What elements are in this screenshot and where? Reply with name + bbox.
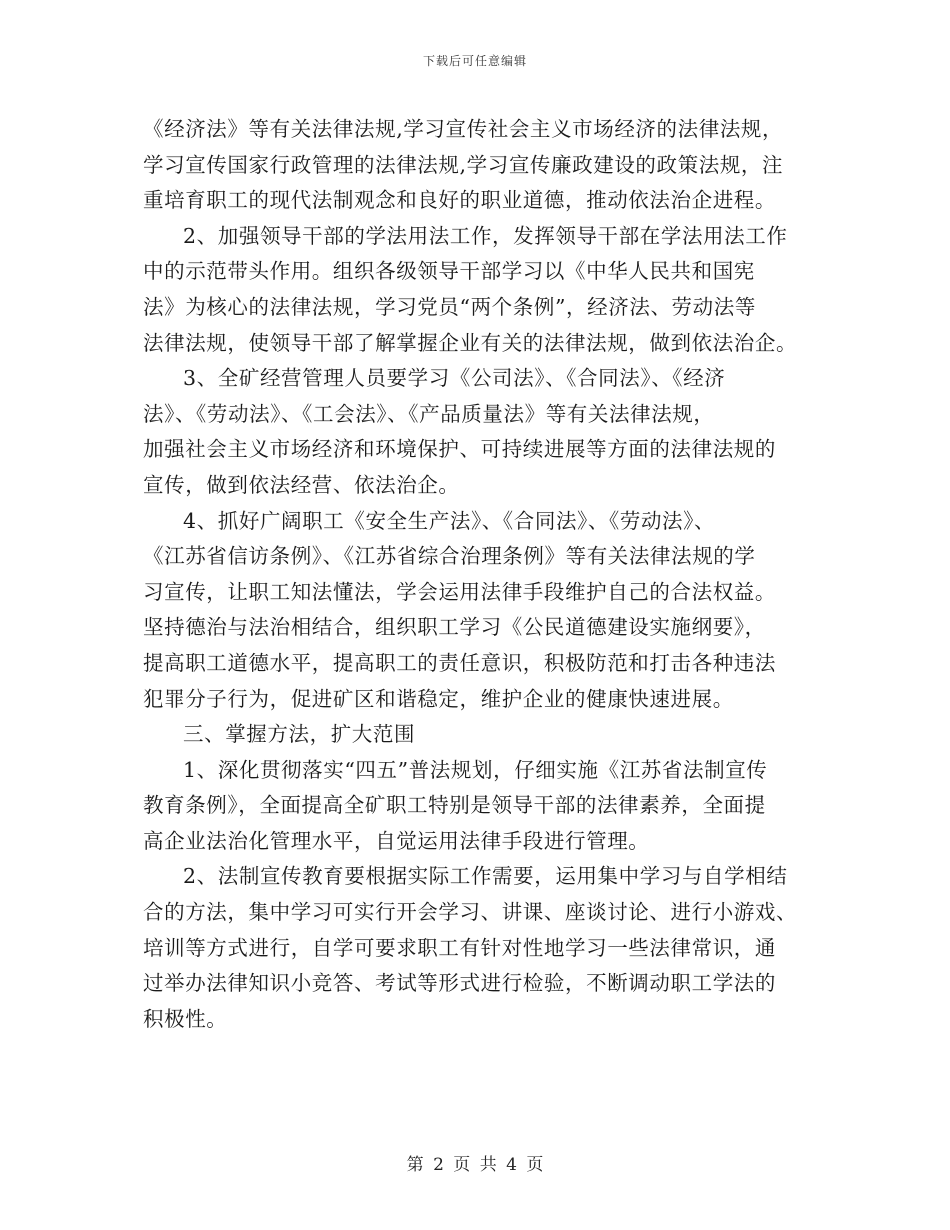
text-line: 教育条例》，全面提高全矿职工特别是领导干部的法律素养，全面提 bbox=[143, 793, 766, 818]
page-header: 下载后可任意编辑 bbox=[422, 54, 527, 68]
text-line: 培训等方式进行，自学可要求职工有针对性地学习一些法律常识，通 bbox=[143, 935, 776, 960]
page-number-footer: 第 2 页 共 4 页 bbox=[406, 1155, 544, 1175]
text-line: 法律法规，使领导干部了解掌握企业有关的法律法规，做到依法治企。 bbox=[143, 330, 798, 355]
paragraph-start-line: 2、法制宣传教育要根据实际工作需要，运用集中学习与自学相结 bbox=[183, 864, 788, 889]
text-line: 提高职工道德水平，提高职工的责任意识，积极防范和打击各种违法 bbox=[143, 650, 776, 675]
text-line: 宣传，做到依法经营、依法治企。 bbox=[143, 472, 460, 497]
paragraph-start-line: 3、全矿经营管理人员要学习《公司法》、《合同法》、《经济 bbox=[183, 366, 726, 391]
text-line: 过举办法律知识小竞答、考试等形式进行检验，不断调动职工学法的 bbox=[143, 971, 776, 996]
text-line: 重培育职工的现代法制观念和良好的职业道德，推动依法治企进程。 bbox=[143, 188, 776, 213]
text-line: 习宣传，让职工知法懂法，学会运用法律手段维护自己的合法权益。 bbox=[143, 579, 776, 604]
text-line: 学习宣传国家行政管理的法律法规,学习宣传廉政建设的政策法规，注 bbox=[143, 152, 784, 177]
text-line: 法》、《劳动法》、《工会法》、《产品质量法》等有关法律法规， bbox=[143, 401, 715, 426]
text-line: 《经济法》等有关法律法规,学习宣传社会主义市场经济的法律法规， bbox=[143, 117, 784, 141]
document-body bbox=[143, 112, 811, 1037]
text-line: 坚持德治与法治相结合，组织职工学习《公民道德建设实施纲要》， bbox=[143, 615, 766, 640]
text-line: 合的方法，集中学习可实行开会学习、讲课、座谈讨论、进行小游戏、 bbox=[143, 900, 798, 925]
text-line: 高企业法治化管理水平，自觉运用法律手段进行管理。 bbox=[143, 828, 650, 853]
text-line: 中的示范带头作用。组织各级领导干部学习以《中华人民共和国宪 bbox=[143, 259, 755, 284]
section-heading: 三、掌握方法，扩大范围 bbox=[183, 722, 416, 747]
paragraph-start-line: 2、加强领导干部的学法用法工作，发挥领导干部在学法用法工作 bbox=[183, 223, 788, 248]
text-line: 积极性。 bbox=[143, 1006, 228, 1031]
text-line: 加强社会主义市场经济和环境保护、可持续进展等方面的法律法规的 bbox=[143, 437, 776, 462]
paragraph-start-line: 1、深化贯彻落实“四五”普法规划，仔细实施《江苏省法制宣传 bbox=[183, 757, 768, 782]
text-line: 犯罪分子行为，促进矿区和谐稳定，维护企业的健康快速进展。 bbox=[143, 686, 734, 711]
paragraph-start-line: 4、抓好广阔职工《安全生产法》、《合同法》、《劳动法》、 bbox=[183, 508, 716, 533]
text-line: 法》为核心的法律法规，学习党员“两个条例”，经济法、劳动法等 bbox=[143, 294, 756, 319]
text-line: 《江苏省信访条例》、《江苏省综合治理条例》等有关法律法规的学 bbox=[143, 544, 756, 569]
